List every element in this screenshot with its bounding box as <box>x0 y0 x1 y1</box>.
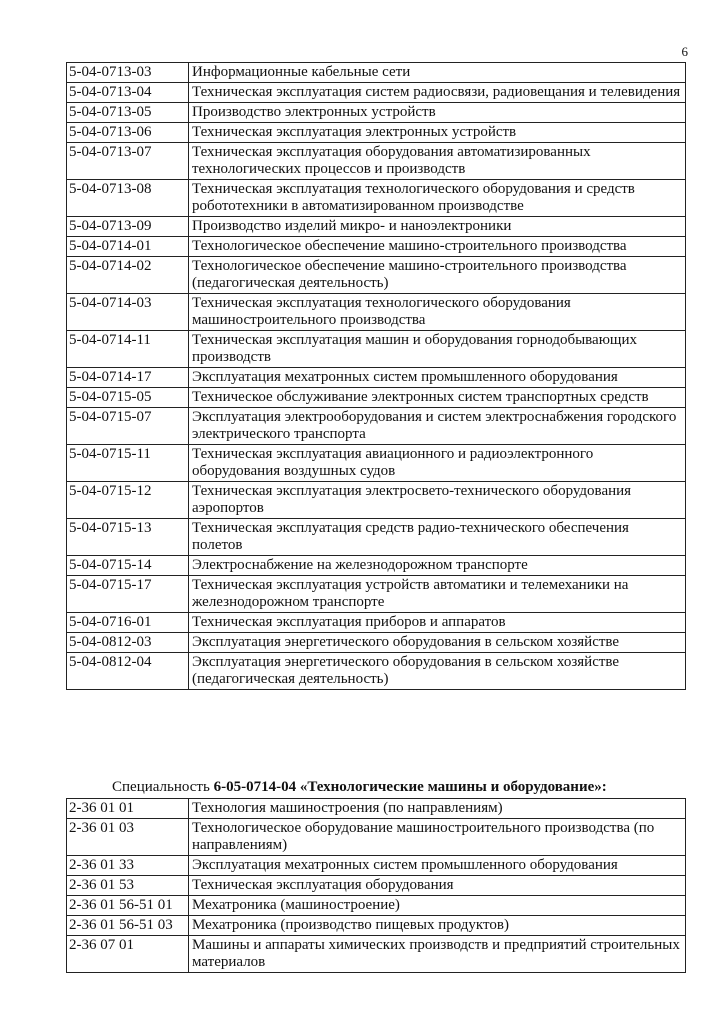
table-row <box>67 916 686 936</box>
code-cell: 5-04-0715-07 <box>67 408 189 445</box>
name-cell: Производство электронных устройств <box>189 103 686 123</box>
name-cell: Техническое обслуживание электронных систем транспортных средств <box>189 388 686 408</box>
page-number: 6 <box>681 44 688 59</box>
table-row <box>67 257 686 294</box>
code-cell: 5-04-0812-03 <box>67 633 189 653</box>
qualifications-table-body <box>67 63 686 690</box>
name-cell: Технологическое обеспечение машино-строительного производства (педагогическая деятельность) <box>189 257 686 294</box>
name-cell: Технология машиностроения (по направлениям) <box>189 799 686 819</box>
table-row <box>67 613 686 633</box>
table-row <box>67 103 686 123</box>
code-cell: 5-04-0714-03 <box>67 294 189 331</box>
name-cell: Техническая эксплуатация оборудования автоматизированных технологических процессов и производств <box>189 143 686 180</box>
code-cell: 5-04-0714-02 <box>67 257 189 294</box>
name-cell: Техническая эксплуатация приборов и аппаратов <box>189 613 686 633</box>
table-row <box>67 799 686 819</box>
code-cell: 2-36 01 33 <box>67 856 189 876</box>
code-cell: 5-04-0713-08 <box>67 180 189 217</box>
name-cell: Информационные кабельные сети <box>189 63 686 83</box>
name-cell: Эксплуатация энергетического оборудования в сельском хозяйстве (педагогическая деятельность) <box>189 653 686 690</box>
code-cell: 5-04-0715-05 <box>67 388 189 408</box>
code-cell: 5-04-0713-07 <box>67 143 189 180</box>
table-row <box>67 143 686 180</box>
name-cell: Мехатроника (производство пищевых продуктов) <box>189 916 686 936</box>
code-cell: 5-04-0715-14 <box>67 556 189 576</box>
table-row <box>67 368 686 388</box>
table-row <box>67 519 686 556</box>
name-cell: Мехатроника (машиностроение) <box>189 896 686 916</box>
code-cell: 5-04-0714-11 <box>67 331 189 368</box>
specialty-table <box>66 798 686 973</box>
code-cell: 2-36 01 56-51 03 <box>67 916 189 936</box>
table-row <box>67 896 686 916</box>
name-cell: Эксплуатация электрооборудования и систем электроснабжения городского электрического транспорта <box>189 408 686 445</box>
specialty-prefix: Специальность <box>112 779 214 795</box>
code-cell: 5-04-0715-17 <box>67 576 189 613</box>
code-cell: 5-04-0716-01 <box>67 613 189 633</box>
code-cell: 2-36 01 53 <box>67 876 189 896</box>
name-cell: Электроснабжение на железнодорожном транспорте <box>189 556 686 576</box>
name-cell: Техническая эксплуатация устройств автоматики и телемеханики на железнодорожном транспорте <box>189 576 686 613</box>
table-row <box>67 876 686 896</box>
table-row <box>67 936 686 973</box>
table-row <box>67 576 686 613</box>
name-cell: Техническая эксплуатация систем радиосвязи, радиовещания и телевидения <box>189 83 686 103</box>
code-cell: 2-36 01 01 <box>67 799 189 819</box>
name-cell: Эксплуатация мехатронных систем промышленного оборудования <box>189 856 686 876</box>
name-cell: Техническая эксплуатация авиационного и радиоэлектронного оборудования воздушных судов <box>189 445 686 482</box>
qualifications-table <box>66 62 686 690</box>
code-cell: 5-04-0713-05 <box>67 103 189 123</box>
table-row <box>67 331 686 368</box>
table-row <box>67 482 686 519</box>
code-cell: 5-04-0713-09 <box>67 217 189 237</box>
code-cell: 5-04-0713-03 <box>67 63 189 83</box>
name-cell: Техническая эксплуатация электросвето-технического оборудования аэропортов <box>189 482 686 519</box>
name-cell: Техническая эксплуатация оборудования <box>189 876 686 896</box>
code-cell: 2-36 01 56-51 01 <box>67 896 189 916</box>
table-row <box>67 123 686 143</box>
table-row <box>67 556 686 576</box>
name-cell: Техническая эксплуатация технологического оборудования и средств робототехники в автоматизированном производстве <box>189 180 686 217</box>
table-row <box>67 856 686 876</box>
name-cell: Техническая эксплуатация технологического оборудования машиностроительного производства <box>189 294 686 331</box>
code-cell: 5-04-0713-04 <box>67 83 189 103</box>
table-row <box>67 63 686 83</box>
name-cell: Технологическое оборудование машиностроительного производства (по направлениям) <box>189 819 686 856</box>
table-row <box>67 653 686 690</box>
code-cell: 5-04-0812-04 <box>67 653 189 690</box>
name-cell: Эксплуатация мехатронных систем промышленного оборудования <box>189 368 686 388</box>
name-cell: Техническая эксплуатация машин и оборудования горнодобывающих производств <box>189 331 686 368</box>
code-cell: 2-36 07 01 <box>67 936 189 973</box>
table-row <box>67 819 686 856</box>
table-row <box>67 83 686 103</box>
table-row <box>67 237 686 257</box>
table-row <box>67 180 686 217</box>
table-row <box>67 633 686 653</box>
name-cell: Техническая эксплуатация электронных устройств <box>189 123 686 143</box>
name-cell: Производство изделий микро- и наноэлектроники <box>189 217 686 237</box>
specialty-table-body <box>67 799 686 973</box>
table-row <box>67 294 686 331</box>
code-cell: 5-04-0713-06 <box>67 123 189 143</box>
name-cell: Машины и аппараты химических производств и предприятий строительных материалов <box>189 936 686 973</box>
specialty-title: 6-05-0714-04 «Технологические машины и оборудование»: <box>213 779 607 795</box>
name-cell: Техническая эксплуатация средств радио-технического обеспечения полетов <box>189 519 686 556</box>
table-row <box>67 408 686 445</box>
code-cell: 5-04-0715-12 <box>67 482 189 519</box>
table-row <box>67 445 686 482</box>
code-cell: 5-04-0715-11 <box>67 445 189 482</box>
code-cell: 5-04-0715-13 <box>67 519 189 556</box>
table-row <box>67 217 686 237</box>
table-row <box>67 388 686 408</box>
code-cell: 5-04-0714-01 <box>67 237 189 257</box>
name-cell: Технологическое обеспечение машино-строительного производства <box>189 237 686 257</box>
name-cell: Эксплуатация энергетического оборудования в сельском хозяйстве <box>189 633 686 653</box>
code-cell: 5-04-0714-17 <box>67 368 189 388</box>
code-cell: 2-36 01 03 <box>67 819 189 856</box>
specialty-heading <box>112 778 607 796</box>
